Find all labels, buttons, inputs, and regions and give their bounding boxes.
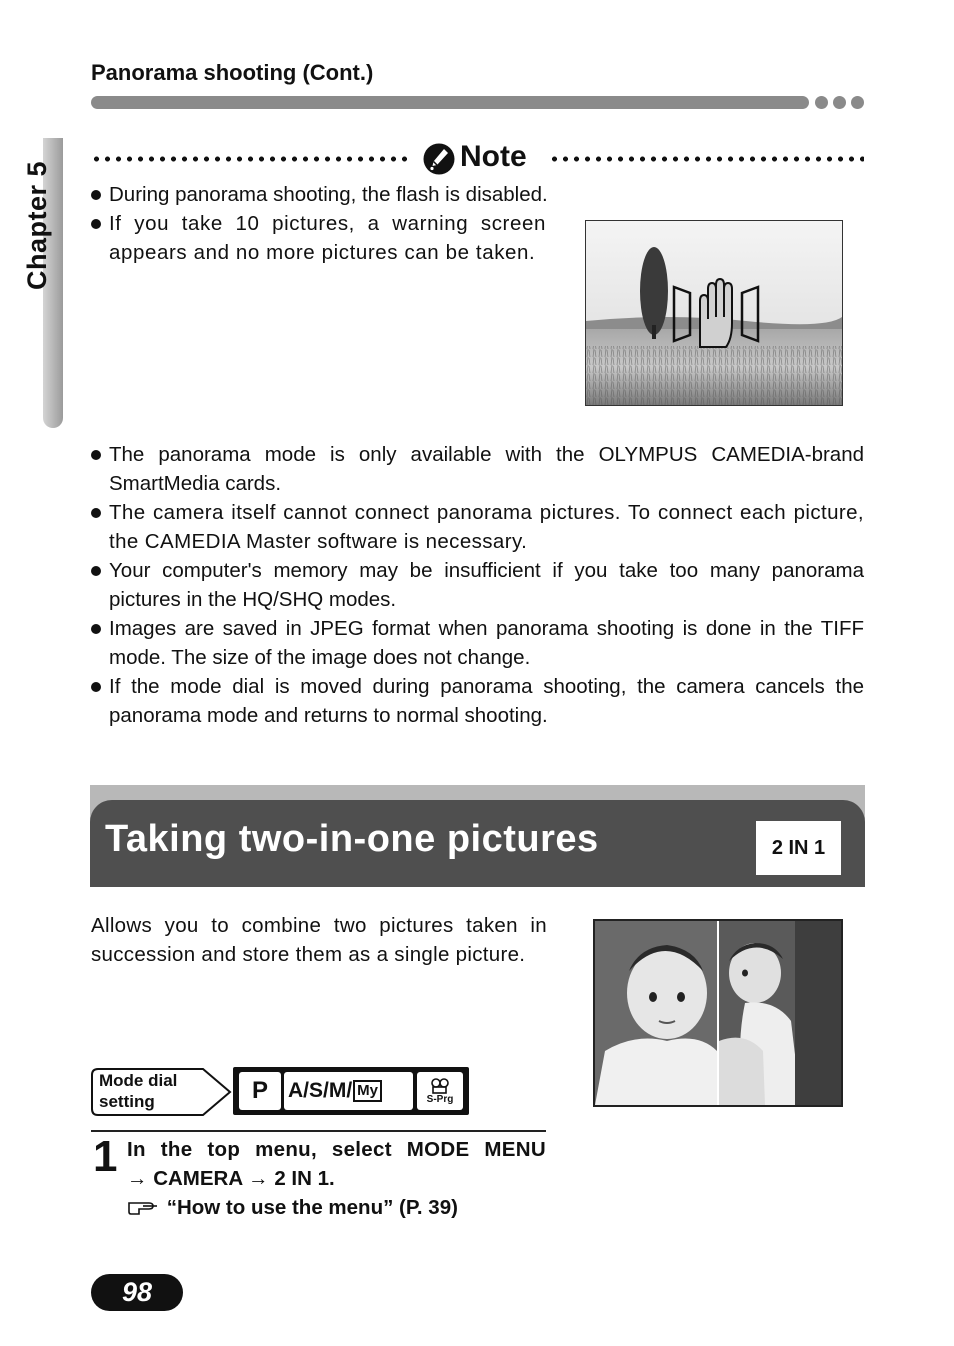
note-heading	[91, 138, 864, 178]
header-dot	[815, 96, 828, 109]
mode-sprg-label: S-Prg	[426, 1093, 454, 1105]
note-bullet: During panorama shooting, the flash is disabled.	[91, 180, 621, 209]
note-bullet: Your computer's memory may be insufficient if you take too many panorama pictures in the HQ/SHQ modes.	[91, 556, 864, 614]
step-number: 1	[93, 1132, 118, 1181]
chapter-tab-label-wrap	[8, 150, 68, 300]
pencil-note-icon	[423, 143, 455, 175]
note-bullet: The panorama mode is only available with the OLYMPUS CAMEDIA-brand SmartMedia cards.	[91, 440, 864, 498]
step-instruction-line2: → CAMERA → 2 IN 1.	[127, 1167, 335, 1190]
mode-sprg	[417, 1072, 463, 1110]
step-instruction-line1: In the top menu, select MODE MENU	[127, 1138, 546, 1161]
mode-asm	[284, 1072, 413, 1110]
movie-camera-icon	[429, 1078, 451, 1094]
note-bullet: The camera itself cannot connect panorama pictures. To connect each picture, the CAMEDIA Master software is necessary.	[91, 498, 864, 556]
bullet-dot	[91, 566, 101, 576]
bullet-dot	[91, 450, 101, 460]
baby-photos-image	[595, 921, 841, 1105]
reference-hand-icon	[127, 1198, 161, 1216]
note-title: Note	[460, 140, 527, 173]
arrow-icon: →	[248, 1167, 269, 1190]
warning-screen-photo	[585, 220, 843, 406]
mode-dial-label-line2: setting	[99, 1092, 155, 1111]
mode-p: P	[239, 1072, 281, 1110]
mode-dial-settings	[233, 1067, 469, 1115]
running-title: Panorama shooting (Cont.)	[91, 60, 374, 85]
chapter-tab-label: Chapter 5	[22, 160, 53, 290]
step-rule	[91, 1130, 546, 1132]
section-intro: Allows you to combine two pictures taken in succession and store them as a single picture.	[91, 914, 547, 966]
note-bullet: If you take 10 pictures, a warning screen appears and no more pictures can be taken.	[91, 209, 546, 267]
note-bullet: If the mode dial is moved during panorama shooting, the camera cancels the panorama mode and returns to normal shooting.	[91, 672, 864, 730]
step-reference	[127, 1193, 458, 1222]
step-reference-text: “How to use the menu” (P. 39)	[166, 1196, 458, 1219]
dotted-leader-right	[549, 156, 864, 162]
mode-badge: 2 IN 1	[756, 821, 841, 875]
bullet-dot	[91, 682, 101, 692]
mode-asm-label: A/S/M/	[288, 1079, 353, 1102]
page-number: 98	[91, 1274, 183, 1311]
mode-dial-label-line1: Mode dial	[99, 1071, 178, 1090]
dotted-leader-left	[91, 156, 409, 162]
header-dot	[833, 96, 846, 109]
bullet-dot	[91, 219, 101, 229]
note-bullet: Images are saved in JPEG format when panorama shooting is done in the TIFF mode. The size of the image does not change.	[91, 614, 864, 672]
mode-my: My	[353, 1080, 382, 1102]
header-dot	[851, 96, 864, 109]
header-rule	[91, 96, 809, 109]
mode-dial-label	[99, 1070, 177, 1112]
two-in-one-photo	[593, 919, 843, 1107]
bullet-dot	[91, 190, 101, 200]
bullet-dot	[91, 508, 101, 518]
bullet-dot	[91, 624, 101, 634]
arrow-icon: →	[127, 1167, 148, 1190]
landscape-image	[586, 221, 842, 405]
section-title: Taking two-in-one pictures	[105, 818, 599, 860]
